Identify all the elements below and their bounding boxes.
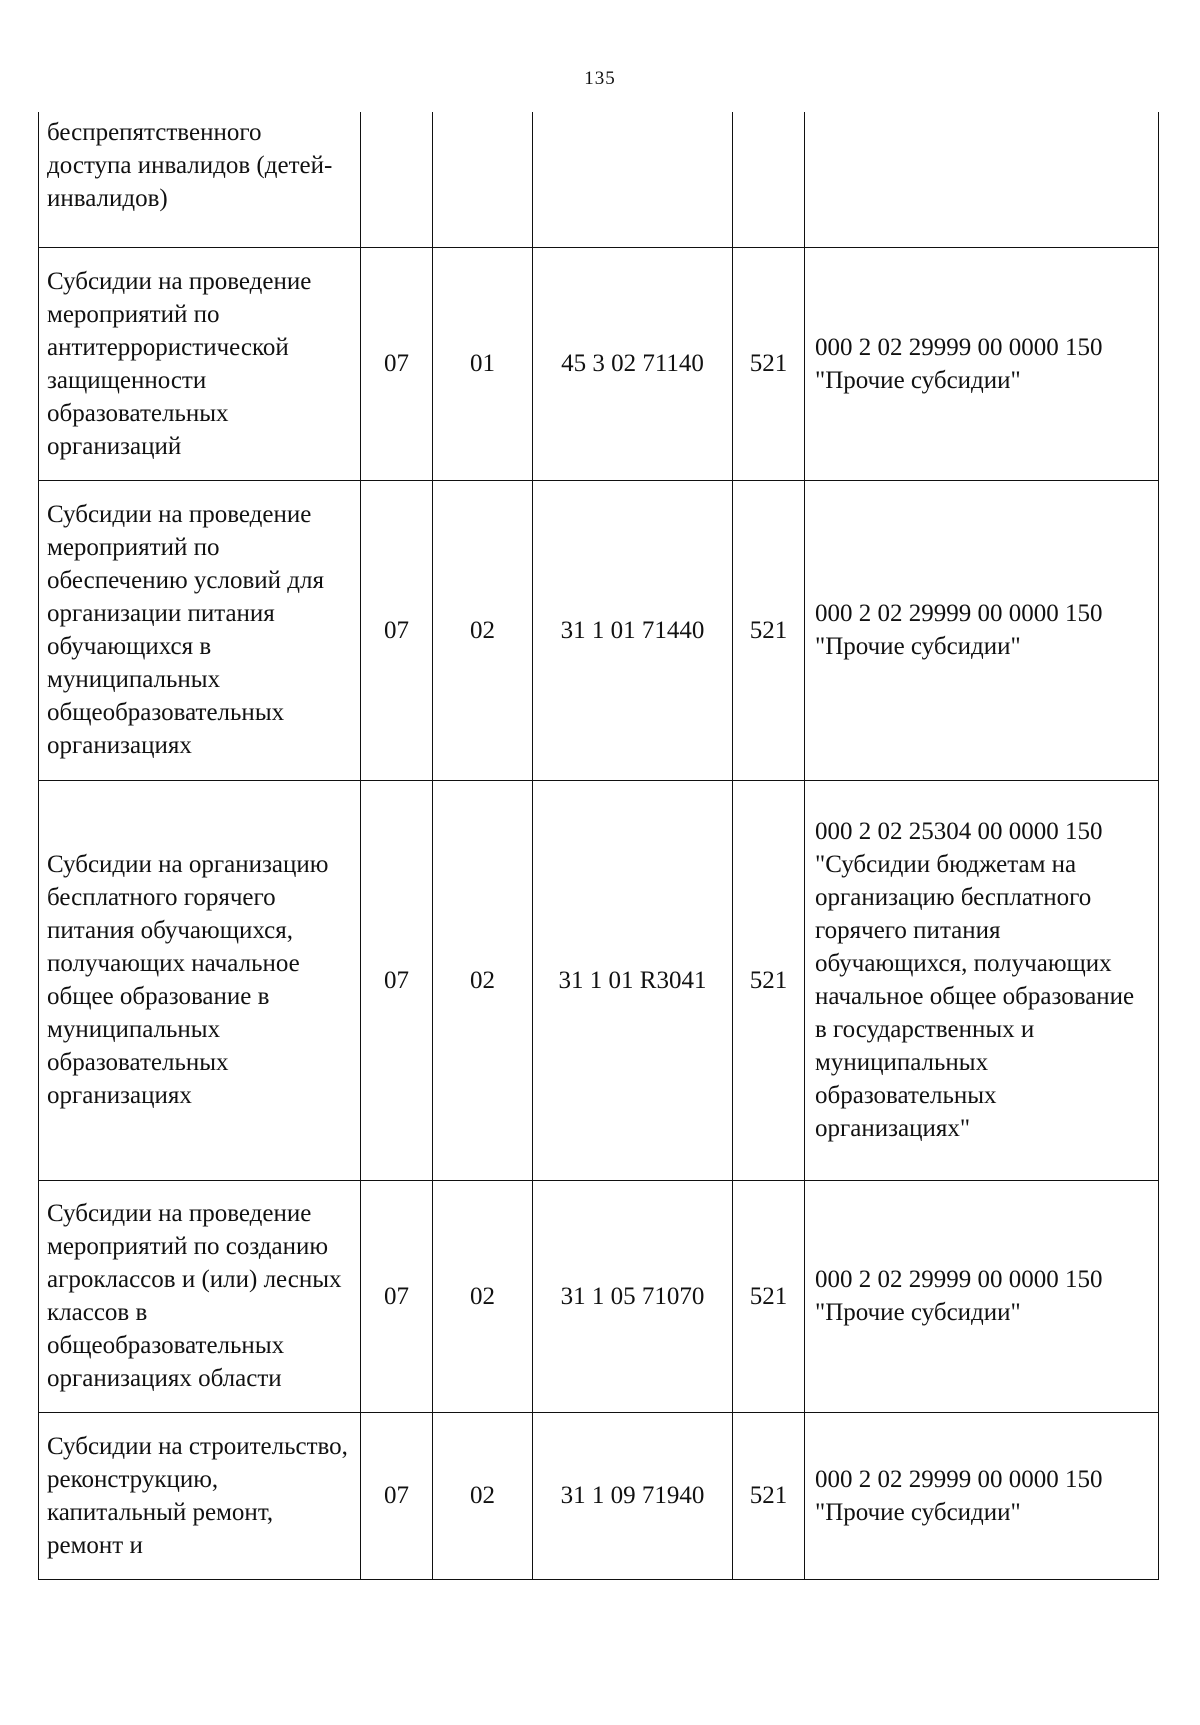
row-revenue-code: 000 2 02 29999 00 0000 150 "Прочие субсидии" bbox=[805, 1412, 1159, 1579]
row-section bbox=[361, 112, 433, 247]
table-row bbox=[39, 247, 1159, 480]
row-target-article: 31 1 05 71070 bbox=[533, 1180, 733, 1412]
row-target-article: 45 3 02 71140 bbox=[533, 247, 733, 480]
row-revenue-code bbox=[805, 112, 1159, 247]
row-revenue-code: 000 2 02 29999 00 0000 150 "Прочие субсидии" bbox=[805, 247, 1159, 480]
row-revenue-code: 000 2 02 25304 00 0000 150 "Субсидии бюджетам на организацию бесплатного горячего питания обучающихся, получающих начальное общее образование в государственных и муниципальных образовательных организациях" bbox=[805, 780, 1159, 1180]
row-section: 07 bbox=[361, 780, 433, 1180]
row-subsection: 01 bbox=[433, 247, 533, 480]
row-target-article: 31 1 01 71440 bbox=[533, 480, 733, 780]
row-section: 07 bbox=[361, 1180, 433, 1412]
table-row bbox=[39, 780, 1159, 1180]
row-expense-type: 521 bbox=[733, 1412, 805, 1579]
row-description: Субсидии на проведение мероприятий по созданию агроклассов и (или) лесных классов в общеобразовательных организациях области bbox=[39, 1180, 361, 1412]
row-description: Субсидии на проведение мероприятий по обеспечению условий для организации питания обучающихся в муниципальных общеобразовательных организациях bbox=[39, 480, 361, 780]
row-section: 07 bbox=[361, 1412, 433, 1579]
row-section: 07 bbox=[361, 247, 433, 480]
row-description: Субсидии на организацию бесплатного горячего питания обучающихся, получающих начальное общее образование в муниципальных образовательных организациях bbox=[39, 780, 361, 1180]
row-target-article: 31 1 01 R3041 bbox=[533, 780, 733, 1180]
row-expense-type bbox=[733, 112, 805, 247]
row-subsection: 02 bbox=[433, 1180, 533, 1412]
row-subsection: 02 bbox=[433, 780, 533, 1180]
row-description: беспрепятственного доступа инвалидов (детей-инвалидов) bbox=[39, 112, 361, 247]
row-description: Субсидии на строительство, реконструкцию, капитальный ремонт, ремонт и bbox=[39, 1412, 361, 1579]
row-target-article: 31 1 09 71940 bbox=[533, 1412, 733, 1579]
row-description: Субсидии на проведение мероприятий по антитеррористической защищенности образовательных организаций bbox=[39, 247, 361, 480]
row-target-article bbox=[533, 112, 733, 247]
row-expense-type: 521 bbox=[733, 1180, 805, 1412]
row-section: 07 bbox=[361, 480, 433, 780]
subsidy-table bbox=[38, 112, 1159, 1580]
table-row bbox=[39, 480, 1159, 780]
table-row bbox=[39, 1180, 1159, 1412]
row-expense-type: 521 bbox=[733, 247, 805, 480]
row-revenue-code: 000 2 02 29999 00 0000 150 "Прочие субсидии" bbox=[805, 1180, 1159, 1412]
table-row bbox=[39, 112, 1159, 247]
row-subsection: 02 bbox=[433, 1412, 533, 1579]
row-expense-type: 521 bbox=[733, 480, 805, 780]
row-subsection: 02 bbox=[433, 480, 533, 780]
table-row bbox=[39, 1412, 1159, 1579]
row-revenue-code: 000 2 02 29999 00 0000 150 "Прочие субсидии" bbox=[805, 480, 1159, 780]
row-expense-type: 521 bbox=[733, 780, 805, 1180]
row-subsection bbox=[433, 112, 533, 247]
page-number: 135 bbox=[584, 68, 616, 89]
